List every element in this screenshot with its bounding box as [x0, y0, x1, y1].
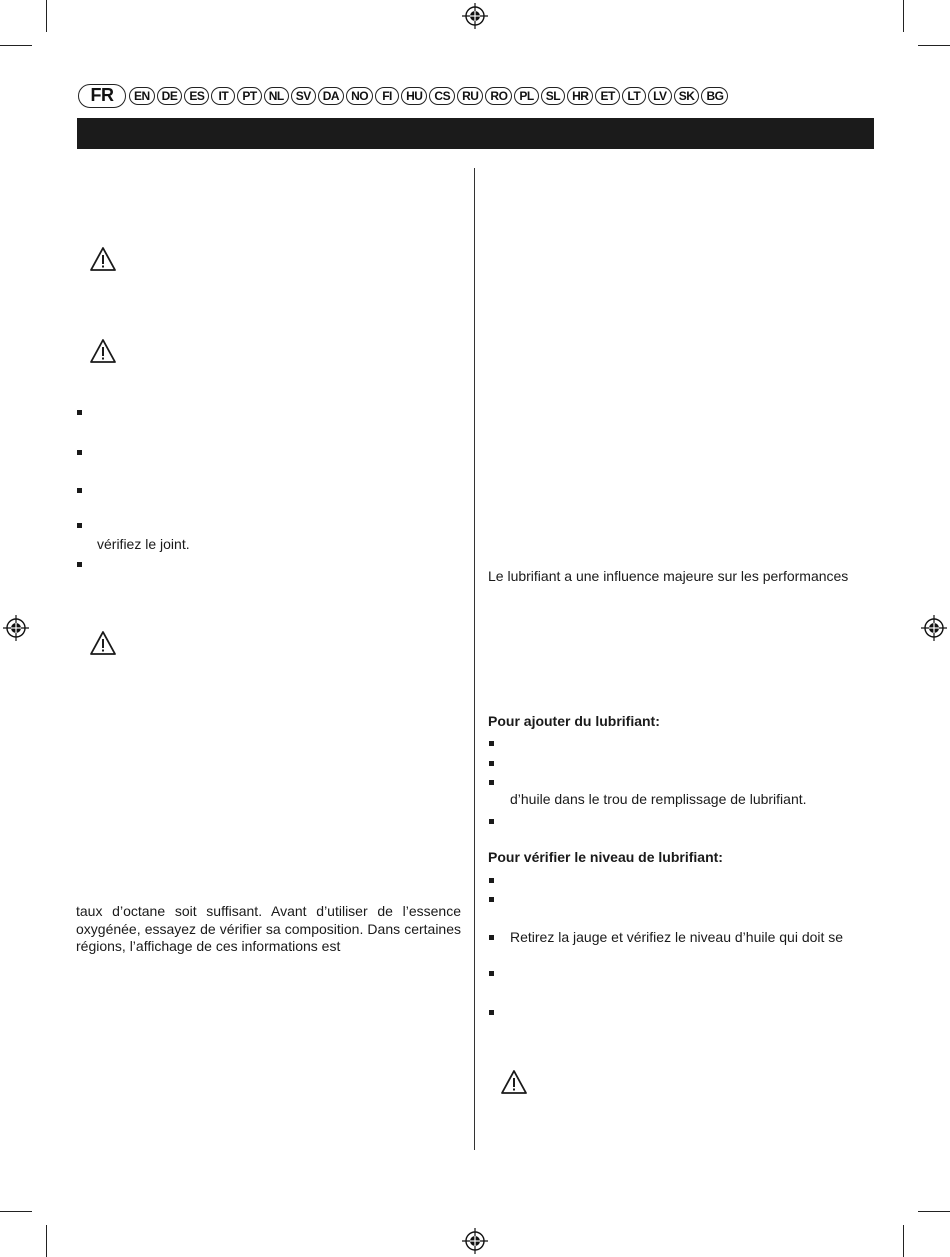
crop-mark	[903, 1225, 904, 1257]
section-header-band	[77, 118, 874, 149]
language-tab-sl[interactable]: SL	[541, 87, 565, 105]
crop-mark	[46, 1225, 47, 1257]
language-tab-ro[interactable]: RO	[485, 87, 512, 105]
add-lubricant-continuation: d’huile dans le trou de remplissage de lubrifiant.	[510, 791, 807, 807]
crop-mark	[918, 1211, 950, 1212]
warning-triangle-icon	[499, 1068, 529, 1096]
column-divider	[474, 168, 475, 1150]
check-lubricant-heading: Pour vérifier le niveau de lubrifiant:	[488, 849, 723, 865]
language-tab-pl[interactable]: PL	[514, 87, 538, 105]
language-tab-fr[interactable]: FR	[78, 84, 126, 108]
bullet-marker	[489, 878, 494, 883]
language-tab-nl[interactable]: NL	[264, 87, 289, 105]
bullet-marker	[489, 780, 494, 785]
bullet-marker	[77, 523, 82, 528]
bullet-marker	[489, 761, 494, 766]
language-tab-hr[interactable]: HR	[567, 87, 593, 105]
registration-mark-icon	[462, 3, 488, 29]
crop-mark	[918, 45, 950, 46]
fuel-paragraph: taux d’octane soit suffisant. Avant d’utiliser de l’essence oxygénée, essayez de vérifier sa composition. Dans certaines régions, l’affichage de ces informations est	[76, 903, 461, 954]
language-tab-en[interactable]: EN	[129, 87, 155, 105]
language-tab-fi[interactable]: FI	[375, 87, 399, 105]
registration-mark-icon	[462, 1228, 488, 1254]
language-tab-sk[interactable]: SK	[674, 87, 700, 105]
language-tab-pt[interactable]: PT	[237, 87, 261, 105]
language-tab-hu[interactable]: HU	[401, 87, 427, 105]
language-tab-bar	[78, 84, 730, 108]
language-tab-da[interactable]: DA	[318, 87, 344, 105]
crop-mark	[46, 0, 47, 32]
crop-mark	[903, 0, 904, 32]
crop-mark	[0, 1211, 32, 1212]
language-tab-it[interactable]: IT	[211, 87, 235, 105]
crop-mark	[0, 45, 32, 46]
language-tab-sv[interactable]: SV	[291, 87, 316, 105]
warning-triangle-icon	[88, 245, 118, 273]
bullet-marker	[77, 488, 82, 493]
bullet-marker	[489, 1010, 494, 1015]
warning-triangle-icon	[88, 337, 118, 365]
bullet-marker	[489, 971, 494, 976]
warning-triangle-icon	[88, 629, 118, 657]
lubricant-intro-text: Le lubrifiant a une influence majeure sur les performances	[488, 568, 849, 584]
registration-mark-icon	[921, 615, 947, 641]
bullet-marker	[77, 562, 82, 567]
bullet-marker	[77, 450, 82, 455]
language-tab-lv[interactable]: LV	[648, 87, 672, 105]
language-tab-et[interactable]: ET	[595, 87, 619, 105]
language-tab-ru[interactable]: RU	[457, 87, 483, 105]
bullet-continuation-text: vérifiez le joint.	[97, 536, 190, 552]
add-lubricant-heading: Pour ajouter du lubrifiant:	[488, 713, 660, 729]
language-tab-cs[interactable]: CS	[429, 87, 455, 105]
check-lubricant-item: Retirez la jauge et vérifiez le niveau d’huile qui doit se	[510, 929, 844, 945]
bullet-marker	[77, 410, 82, 415]
language-tab-lt[interactable]: LT	[622, 87, 646, 105]
language-tab-de[interactable]: DE	[157, 87, 183, 105]
language-tab-es[interactable]: ES	[184, 87, 209, 105]
bullet-marker	[489, 897, 494, 902]
bullet-marker	[489, 819, 494, 824]
language-tab-bg[interactable]: BG	[701, 87, 728, 105]
bullet-marker	[489, 935, 494, 940]
language-tab-no[interactable]: NO	[346, 87, 373, 105]
bullet-marker	[489, 741, 494, 746]
registration-mark-icon	[3, 615, 29, 641]
